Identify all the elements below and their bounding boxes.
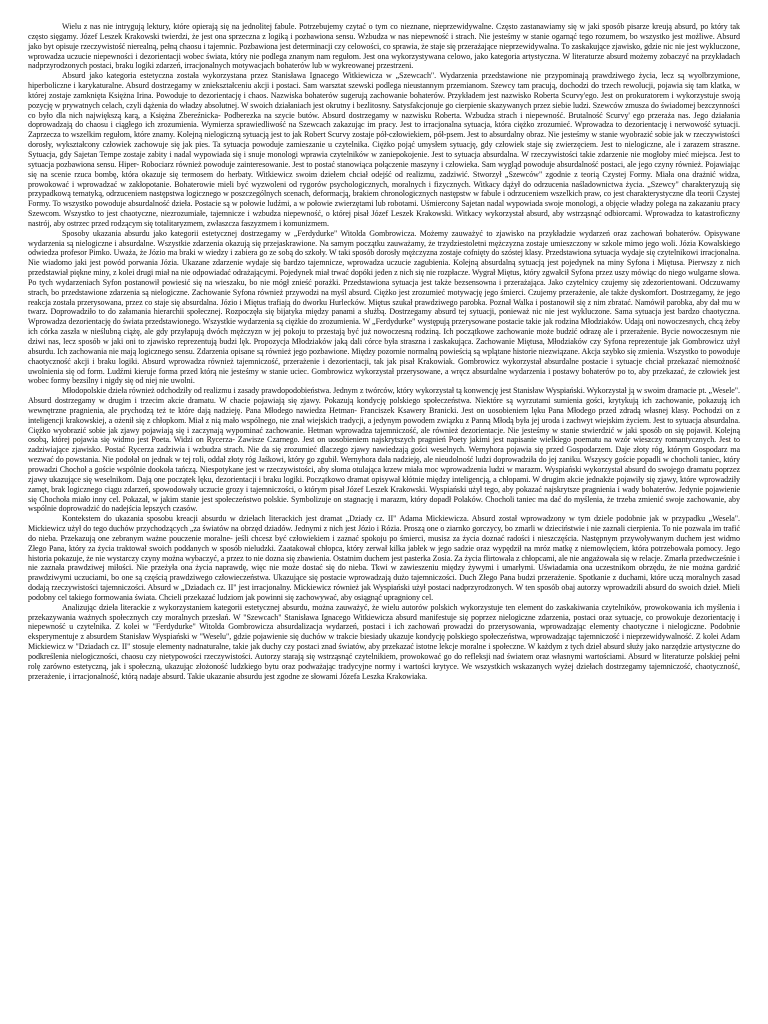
paragraph-wesele: Młodopolskie dzieła również odchodziły od realizmu i zasady prawdopodobieństwa. Jednym z twórców, który wykorzystał tą konwencję jest Stanisław Wyspiański. Wykorzystał ją w swoim dramacie pt. „Wesele". Absurd dostrzegamy w drugim i trzecim akcie dramatu. W chacie pojawiają się zjawy. Pokazują kondycję polskiego społeczeństwa. Niektóre są wyrzutami sumienia gości, krytykują ich zachowanie, pokazują ich wewnętrzne pragnienia, ale prychodzą też te które dają nadzieję. Pana Młodego nawiedza Hetman- Franciszek Ksawery Branicki. Jest on uosobieniem lęku Pana Młodego przed zdradą własnej klasy. Pochodzi on z inteligencji krakowskiej, a ożenił się z chłopkom. Miał z nią mało wspólnego, nie znał wiejskich tradycji, a jedynym powodem związku z Panną Młodą była jej uroda i zachwyt wiejskim życiem. Jest to sytuacja absurdalna. Ciężko wyobrazić sobie jak zjawy pojawiają się i zaczynają wypominać zachowanie. Hetman wprowadza tajemniczość, ale również dezorientacje. Nie jesteśmy w stanie stwierdzić w jaki sposób on się pojawił. Kolejną osobą, której pojawia się widmo jest Poeta. Widzi on Rycerza- Zawisze Czarnego. Jest on uosobieniem najskrytszych pragnień Poety jakimi jest napisanie wielkiego poematu na wzór wieszczy romantycznych. Jest to zadziwiające zjawisko. Postać Rycerza zadziwia i wzbudza strach. Nie da się zrozumieć dlaczego zjawy nawiedzają gości weselnych. Wernyhora pojawia się przed Gospodarzem. Daje złoty róg, którym Gospodarz ma wezwać do powstania. Nie podołał on jednak w tej roli, oddał złoty róg Jaśkowi, który go zgubił. Wernyhora dała nadzieję, ale nieudolność ludzi doprowadziła do jej zaniku. Wszyscy goście popadli w chocholi taniec, który prowadzi Chochoł a goście wspólnie dookoła tańczą. Niespotykane jest w rzeczywistości, aby słoma otulająca krzew miała moc wprowadzenia ludzi w marazm. Wyspiański wykorzystał absurd do swojego dramatu poprzez zjawy ukazujące się weselnikom. Dają one początek lęku, dezorientacji i braku logiki. Początkowo dramat opisywał kłótnie między inteligencją, a chłopami. W drugim akcie jednakże pojawiły się zjawy, które wprowadziły zamęt, brak logicznego ciągu zdarzeń, spowodowały uczucie grozy i tajemniczości, o którym pisał Józef Leszek Krakowski. Wyspiański użył tego, aby pokazać najskrytsze pragnienia i wady bohaterów. Jedynie pojawienie się Chochoła miało inny cel. Pokazał, w jakim stanie jest społeczeństwo polskie. Symbolizuje on stagnację i marazm, który dopadł Polaków. Chocholi taniec ma dać do myślenia, że trzeba zmienić swoje zachowanie, aby wspólnie doprowadzić do nadejścia lepszych czasów. (28, 386, 740, 514)
paragraph-intro: Wielu z nas nie intrygują lektury, które opierają się na jednolitej fabule. Potrzebujemy czytać o tym co nieznane, nieprzewidywalne. Często zastanawiamy się w jaki sposób pisarze kreują absurd, po który tak często sięgamy. Józef Leszek Krakowski twierdzi, że jest ona sprzeczna z logiką i pozbawiona sensu. Wzbudza w nas niepewność i strach. Nie jesteśmy w stanie ogarnąć tego rozumem, bo wszystko jest możliwe. Absurd jako byt opisuje rzeczywistość nierealną, pełną chaosu i tajemnic. Pozbawiona jest determinacji czy celowości, co sprawia, że staje się przerażające nieprzewidywalna. To zaskakujące zjawisko, gdzie nic nie jest wykluczone, wprowadza uczucie niepewności i dezorientacji wobec świata, który nie podlega znanym nam regułom. Jest ona wykorzystywana celowo, jako kategoria artystyczna. W literaturze absurd możemy zobaczyć na przykładach nadprzyrodzonych postaci, braku logiki zdarzeń, irracjonalnych motywacjach bohaterów lub w wykreowanej przestrzeni. (28, 22, 740, 71)
paragraph-szewcy: Absurd jako kategoria estetyczna została wykorzystana przez Stanisława Ignacego Witkiewicza w „Szewcach". Wydarzenia przedstawione nie przypominają prawdziwego życia, lecz są wyolbrzymione, hiperboliczne i karykaturalne. Absurd dostrzegamy w zniekształceniu akcji i postaci. Sam warsztat szewski podlega nieustannym przemianom. Szewcy tam pracują, dochodzi do trzech rewolucji, pojawia się tam klatka, w której zostaje zamknięta Księżna Irina. Powoduje to dezorientację i chaos. Nazwiska bohaterów sugerują zachowanie bohaterów. Przykładem jest nazwisko Roberta Scurvy'ego. Jest on prokuratorem i wykorzystuje swoją pozycję w prywatnych celach, czyli dążenia do władzy absolutnej. W swoich działaniach jest okrutny i bezlitosny. Satysfakcjonuje go cierpienie skazywanych przez siebie ludzi. Szewców zmusza do świadomej bezczynności co było dla nich największą karą, a Księżna Zbereźnicka- Podberezka na szycie butów. Absurd dostrzegamy w nazwisku Roberta. Wzbudza strach i niepewność. Brutalność Scurvy' ego przeraża nas. Jego działania doprowadzają do chaosu i ciągłego ich zrozumienia. Wymierza sprawiedliwość na Szewcach zakazując im pracy. Jest to irracjonalna sytuacja, która ciężko zrozumieć. Wprowadza to dezorientację i nerwowość sytuacji. Zaprzecza to wszelkim regułom, które znamy. Kolejną nielogiczną sytuacją jest to jak Robert Scurvy zostaje pół-człowiekiem, pół-psem. Jest to absurdalny obraz. Nie jesteśmy w stanie wyobrazić sobie jak w rzeczywistości dorosły, wykształcony człowiek zachowuje się jak pies. Ta sytuacja powoduje zamieszanie u czytelnika. Ciężko pojąć umysłem sytuację, gdy człowiek staje się zwierzęciem. Jest to nielogiczne, ale i zarazem straszne. Sytuacja, gdy Sajetan Tempe zostaje zabity i nadal wypowiada się i snuje monologi wprawia czytelników w zaniepokojenie. Jest to sytuacja absurdalna. W rzeczywistości takie zdarzenie nie mogłoby mieć miejsca. Jest to sytuacja pozbawiona sensu. Hiper- Robociarz również powoduje zainteresowanie. Jest to postać stanowiąca połączenie maszyny i człowieka. Sam wygląd powoduje absurdalność postaci, ale jego czyny również. Pojawiając się na scenie rzuca bombę, która okazuje się termosem do herbaty. Witkiewicz swoim dziełem chciał odejść od realizmu, zadziwić. Stworzył „Szewców" zgodnie z teorią Czystej Formy. Miała ona drażnić widza, prowokować i wprowadzać w zakłopotanie. Bohaterowie mieli być wyzwoleni od rygorów psychologicznych, moralnych i fizycznych. Witkacy dążył do odrzucenia naśladownictwa życia. „Szewcy" charakteryzują się przypadkową tematyką, odrzuceniem następstwa logicznego w poszczególnych scenach, deformacją, brakiem chronologicznych następstw w fabule i odrzuceniem wszelkich praw, co jest charakterystyczne dla teorii Czystej Formy. To wszystko powoduje absurdalność dzieła. Postacie są w połowie ludźmi, a w połowie zwierzętami lub robotami. Uśmiercony Sajetan nadal wypowiada swoje monologi, a objęcie władzy polega na zakazaniu pracy Szewcom. Wszystko to jest chaotyczne, niezrozumiałe, tajemnicze i wzbudza niepewność, o której pisał Józef Leszek Krakowski. Witkacy wykorzystał absurd, aby wstrząsnąć odbiorcami. Wprowadza to katastroficzny nastrój, aby ostrzec przed rodzącym się totalitaryzmem, zwłaszcza faszyzmem i komunizmem. (28, 71, 740, 228)
paragraph-dziady: Kontekstem do ukazania sposobu kreacji absurdu w dziełach literackich jest dramat „Dziady cz. II" Adama Mickiewicza. Absurd został wprowadzony w tym dziele podobnie jak w przypadku „Wesela". Mickiewicz użył do tego duchów przychodzących „za światów na obrzęd dziadów. Jednymi z nich jest Józio i Rózia. Proszą one o ziarnko gorczycy, bo zmarli w dzieciństwie i nie zaznali cierpienia. To nie pozwala im trafić do nieba. Przekazują one zebranym ważne pouczenie moralne- jeśli chcesz być człowiekiem i zaznać spokoju po śmierci, musisz za życia doznać radości i nieszczęścia. Następnym przywoływanym duchem jest widmo Złego Pana, który za życia traktował swoich poddanych w sposób nieludzki. Zaatakował chłopca, który zerwał kilka jabłek w jego sadzie oraz wypędził na mróz matkę z niemowlęciem, która potrzebowała pomocy. Jego historia pokazuje, że nie wystarczy czyny można wybaczyć, a przez to nie dozna się zbawienia. Ostatnim duchem jest pasterka Zosia. Za życia flirtowała z chłopcami, ale nie angażowała się w relacje. Zmarła przedwcześnie i nie zaznała prawdziwej miłości. Nie przeżyła ona życia naprawdę, więc nie może dostać się do nieba. Tkwi w zawieszeniu między żywymi i umarłymi. Uświadamia ona uczestnikom obrzędu, że nie można gardzić prawdziwymi uczuciami, bo one są częścią prawdziwego człowieczeństwa. Ukazujące się postacie wprowadzają dużo tajemniczości. Duch Złego Pana budzi przerażenie. Spotkanie z duchami, które uczą moralnych zasad dodają rzeczywistości tajemniczości. Absurd w „Dziadach cz. II" jest irracjonalny. Mickiewicz również jak Wyspiański użył postaci nadprzyrodzonych. W ten sposób obaj autorzy wprowadzili absurd do swoich dzieł. Mieli podobny cel takiego formowania świata. Chcieli przekazać ludziom jak powinni się zachowywać, aby osiągnąć upragniony cel. (28, 514, 740, 602)
paragraph-ferdydurke: Sposoby ukazania absurdu jako kategorii estetycznej dostrzegamy w „Ferdydurke" Witolda Gombrowicza. Możemy zauważyć to zjawisko na przykładzie wydarzeń oraz zachowań bohaterów. Opisywane wydarzenia są nielogiczne i absurdalne. Wszystkie zdarzenia okazują się przejaskrawione. Na samym początku zauważamy, że trzydziestoletni mężczyzna zostaje umieszczony w szkole mimo jego woli. Józia Kowalskiego odwiedza profesor Pimko. Uważa, że Józio ma braki w wiedzy i zabiera go ze sobą do szkoły. W taki sposób dorosły mężczyzna zostaje cofnięty do szóstej klasy. Przedstawiona sytuacja wydaje się czytelnikowi irracjonalna. Nie wiadomo jaki jest powód porwania Józia. Ukazane zdarzenie wydaje się bardzo tajemnicze, wprowadza uczucie zagubienia. Kolejną absurdalną sytuacją jest pojedynek na miny Syfona i Miętusa. Pierwszy z nich przedstawiał piękne miny, z kolei drugi miał na nie odpowiadać odrażającymi. Pojedynek miał trwać dopóki jeden z nich się nie rozpłacze. Wygrał Miętus, który zgwałcił Syfona przez uszy mówiąc do niego wulgarne słowa. Po tych wydarzeniach Syfon postanowił powiesić się na wieszaku, bo nie mógł znieść porażki. Przedstawiona sytuacja jest także bezsensowna i przerażająca. Jako czytelnicy czujemy się zdezorientowani. Odczuwamy strach, bo przedstawione zdarzenia są nielogiczne. Zachowanie Syfona również przywodzi na myśl absurd. Ciężko jest zrozumieć motywację jego śmierci. Czujemy przerażenie, ale także dyskomfort. Dostrzegamy, że jego reakcja została przerysowana, przez co staje się absurdalna. Józio i Miętus trafiają do dworku Hurlecków. Miętus szukał prawdziwego parobka. Poznał Walka i postanowił się z nim zbratać. Namówił parobka, aby dał mu w twarz. Doprowadziło to do załamania hierarchii społecznej. Rozpoczęła się bijatyka między panami a służbą. Dostrzegamy absurd tej sytuacji, ponieważ nic nie jest wykluczone. Sama sytuacja jest bardzo chaotyczna. Wprowadza dezorientację do świata przedstawionego. Wszystkie wydarzenia są ciężkie do zrozumienia. W „Ferdydurke" występują przerysowane postacie takie jak rodzina Młodziaków. Udają oni nowoczesnych, chcą żeby ich córka zaszła w nieślubną ciążę, ale gdy przyłapują dwóch mężczyzn w jej pokoju to przestają być już nowoczesną rodziną. Ich początkowe zachowanie może budzić odrazę ale i przerażenie. Bycie nowoczesnym nie dziwi nas, lecz sposób w jaki oni to zjawisko reprezentują budzi lęk. Propozycja Młodziaków jaką dali córce była straszna i zaskakująca. Zachowanie Miętusa, Młodziaków czy Syfona reprezentuje jak Gombrowicz użył absurdu. Ich zachowania nie mają logicznego sensu. Zdarzenia opisane są również jego pozbawione. Między pozornie normalną powieścią są wplątane historie niezwiązane. Akcja szybko się zmienia. Wszystko to powoduje chaotyczność akcji i braku logiki. Absurd wprowadza również tajemniczość, przerażenie i dezorientacji, tak jak pisał Krakowiak. Gombrowicz wykorzystał absurdalne postacie i sytuacje chciał przekazać niemożność uwolnienia się od form. Ludźmi kieruje forma przed którą nie jesteśmy w stanie uciec. Gombrowicz wykorzystał przerysowane, a wręcz absurdalne wydarzenia i postawy bohaterów po to, aby przekazać, że człowiek jest wobec formy bezsilny i nigdy się od niej nie uwolni. (28, 228, 740, 386)
paragraph-conclusion: Analizując dzieła literackie z wykorzystaniem kategorii estetycznej absurdu, można zauważyć, że wielu autorów polskich wykorzystuje ten element do zaskakiwania czytelników, prowokowania ich myślenia i przekazywania ważnych społecznych czy moralnych przesłań. W "Szewcach" Stanisława Ignacego Witkiewicza absurd manifestuje się poprzez nielogiczne zdarzenia, postaci oraz sytuacje, co prowokuje dezorientację i niepewność u czytelnika. Z kolei w "Ferdydurke" Witolda Gombrowicza absurdalizacja wydarzeń, postaci i ich zachowań prowadzi do przerysowania, wprowadzając elementy chaotyczne i nielogiczne. Podobnie eksperymentuje z absurdem Stanisław Wyspiański w "Weselu", gdzie pojawienie się duchów w trakcie biesiady ukazuje kondycję polskiego społeczeństwa, wprowadzając tajemniczość i nieprzewidywalność. Z kolei Adam Mickiewicz w "Dziadach cz. II" stosuje elementy nadnaturalne, takie jak duchy czy postaci znad światów, aby przekazać istotne lekcje moralne i społeczne. W każdym z tych dzieł absurd służy jako narzędzie artystyczne do podkreślenia nielogiczności, chaosu czy nietypowości rzeczywistości. Autorzy starają się wstrząsnąć czytelnikiem, prowokować go do refleksji nad światem oraz własnymi wartościami. Absurd w literaturze polskiej pełni rolę zarówno estetyczną, jak i społeczną, ukazując złożoność ludzkiego bytu oraz podważając tradycyjne normy i wartości krytyce. We wszystkich wskazanych wyżej dziełach dostrzegamy tajemniczość, chaotyczność, przerażenie, i irracjonalność, którą nadaje absurd. Takie ukazanie absurdu jest zgodne ze słowami Józefa Leszka Krakowiaka. (28, 602, 740, 681)
